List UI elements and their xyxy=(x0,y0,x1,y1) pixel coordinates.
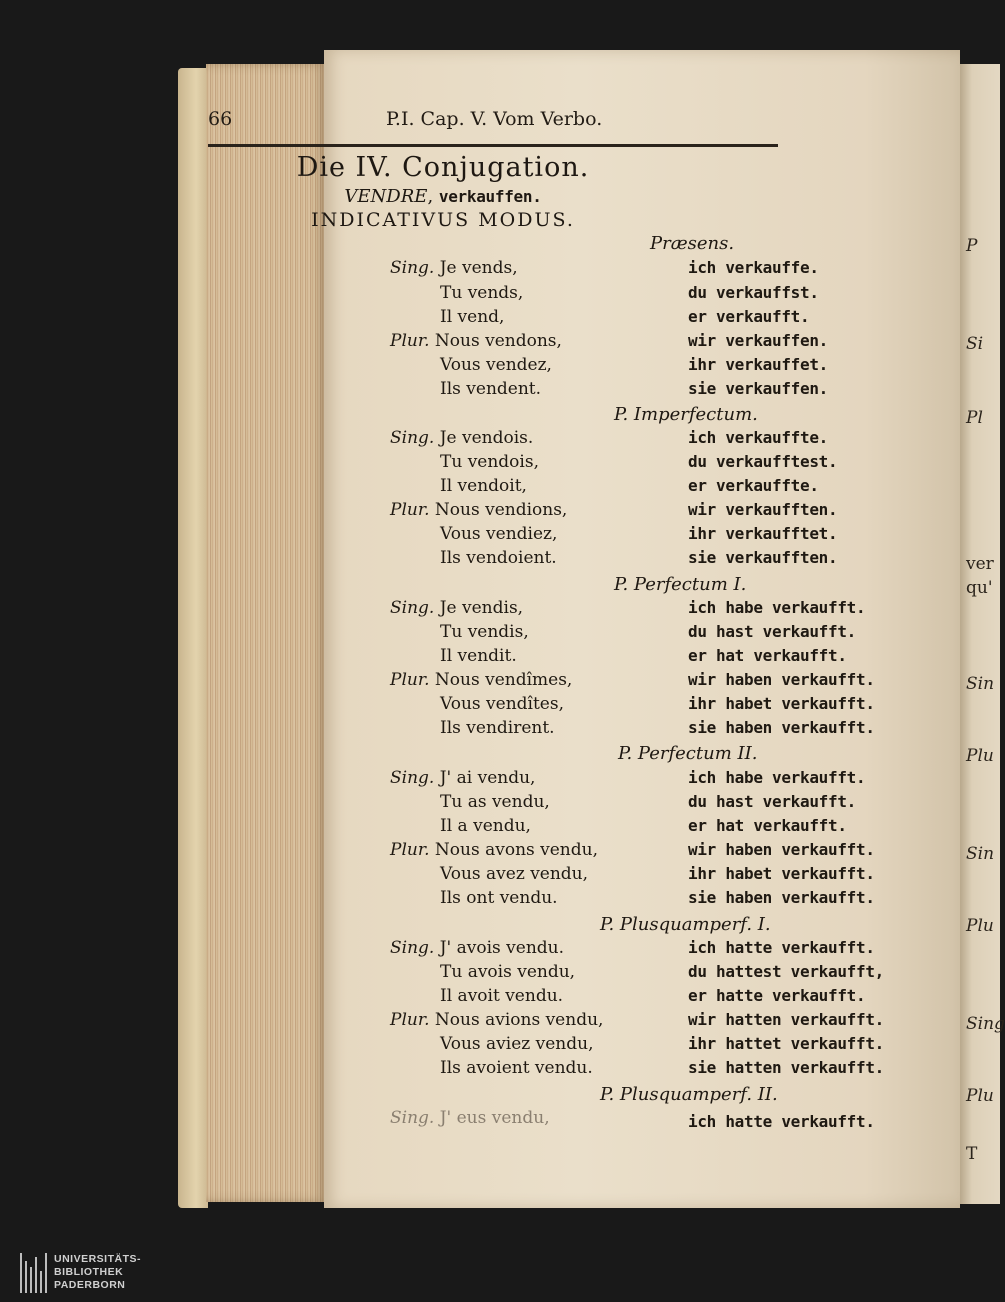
german-line: ihr verkauffet. xyxy=(688,355,828,374)
german-line: ihr hattet verkaufft. xyxy=(688,1034,884,1053)
conjugation-line: Il vendit. xyxy=(440,646,517,666)
conjugation-line: Ils vendirent. xyxy=(440,718,555,738)
german-line: ihr verkaufftet. xyxy=(688,524,838,543)
conjugation-line: Il vendoit, xyxy=(440,476,527,496)
facing-text: P xyxy=(966,236,978,256)
conjugation-line: Sing. J' avois vendu. xyxy=(390,938,565,958)
german-line: du hattest verkaufft, xyxy=(688,962,884,981)
german-line: du hast verkaufft. xyxy=(688,792,856,811)
conjugation-line: Il avoit vendu. xyxy=(440,986,564,1006)
facing-text: Pl xyxy=(966,408,983,428)
tense-heading: P. Perfectum I. xyxy=(614,574,747,595)
page-edges xyxy=(206,64,326,1202)
conjugation-line: Vous vendiez, xyxy=(440,524,558,544)
library-name-line: UNIVERSITÄTS- xyxy=(54,1253,142,1265)
german-line: sie hatten verkaufft. xyxy=(688,1058,884,1077)
number-label: Plur. xyxy=(390,670,430,690)
conjugation-line: Plur. Nous vendons, xyxy=(390,331,562,351)
library-name-line: PADERBORN xyxy=(54,1279,126,1291)
german-line: ihr habet verkaufft. xyxy=(688,694,875,713)
german-line: er hat verkaufft. xyxy=(688,646,847,665)
german-line: ich hatte verkaufft. xyxy=(688,938,875,957)
library-name-line: BIBLIOTHEK xyxy=(54,1266,124,1278)
conjugation-line: Ils vendent. xyxy=(440,379,542,399)
facing-page xyxy=(960,64,1005,1204)
facing-text: Plu xyxy=(966,916,994,936)
tense-heading: P. Imperfectum. xyxy=(614,404,758,425)
conjugation-line: Sing. Je vends, xyxy=(390,258,518,278)
conjugation-line: Ils avoient vendu. xyxy=(440,1058,593,1078)
german-line: wir verkaufften. xyxy=(688,500,838,519)
mood-heading: INDICATIVUS MODUS. xyxy=(311,209,575,231)
conjugation-line: Plur. Nous vendions, xyxy=(390,500,568,520)
conjugation-line: Sing. J' ai vendu, xyxy=(390,768,536,788)
header-rule xyxy=(208,144,778,147)
conjugation-title: Die IV. Conjugation. xyxy=(296,152,590,183)
conjugation-line: Sing. J' eus vendu, xyxy=(390,1108,550,1128)
german-line: sie haben verkaufft. xyxy=(688,718,875,737)
conjugation-line: Plur. Nous avions vendu, xyxy=(390,1010,604,1030)
number-label: Plur. xyxy=(390,840,430,860)
conjugation-line: Tu vends, xyxy=(440,283,524,303)
tense-heading: P. Perfectum II. xyxy=(618,743,758,764)
german-line: sie verkauffen. xyxy=(688,379,828,398)
conjugation-line: Sing. Je vendois. xyxy=(390,428,534,448)
number-label: Sing. xyxy=(390,768,435,788)
facing-text: qu' xyxy=(966,578,993,598)
facing-text: ver xyxy=(966,554,994,574)
verb-meaning: verkauffen. xyxy=(438,187,542,206)
german-line: ich verkauffte. xyxy=(688,428,828,447)
conjugation-line: Vous vendez, xyxy=(440,355,552,375)
number-label: Plur. xyxy=(390,1010,430,1030)
facing-text: Sing xyxy=(966,1014,1005,1034)
verb-infinitive: VENDRE xyxy=(344,186,428,207)
number-label: Sing. xyxy=(390,1108,435,1128)
conjugation-line: Plur. Nous avons vendu, xyxy=(390,840,598,860)
library-logo xyxy=(20,1253,160,1295)
facing-text: Plu xyxy=(966,746,994,766)
conjugation-line: Il vend, xyxy=(440,307,505,327)
number-label: Plur. xyxy=(390,500,430,520)
facing-text: Sin xyxy=(966,674,995,694)
german-line: er hat verkaufft. xyxy=(688,816,847,835)
conjugation-line: Sing. Je vendis, xyxy=(390,598,524,618)
german-line: du verkaufftest. xyxy=(688,452,838,471)
conjugation-line: Tu vendois, xyxy=(440,452,539,472)
conjugation-line: Vous avez vendu, xyxy=(440,864,589,884)
page-number: 66 xyxy=(208,108,233,130)
verb-heading: VENDRE, verkauffen. xyxy=(344,186,542,207)
conjugation-line: Tu vendis, xyxy=(440,622,529,642)
german-line: ich habe verkaufft. xyxy=(688,768,866,787)
facing-text: T xyxy=(966,1144,978,1164)
conjugation-line: Vous vendîtes, xyxy=(440,694,564,714)
german-line: er hatte verkaufft. xyxy=(688,986,866,1005)
conjugation-line: Vous aviez vendu, xyxy=(440,1034,594,1054)
conjugation-line: Plur. Nous vendîmes, xyxy=(390,670,573,690)
number-label: Sing. xyxy=(390,938,435,958)
german-line: ich hatte verkaufft. xyxy=(688,1112,875,1131)
german-line: sie haben verkaufft. xyxy=(688,888,875,907)
conjugation-line: Ils ont vendu. xyxy=(440,888,558,908)
number-label: Sing. xyxy=(390,598,435,618)
tense-heading: P. Plusquamperf. II. xyxy=(600,1084,778,1105)
german-line: wir haben verkaufft. xyxy=(688,840,875,859)
german-line: er verkaufft. xyxy=(688,307,810,326)
german-line: wir hatten verkaufft. xyxy=(688,1010,884,1029)
conjugation-line: Tu as vendu, xyxy=(440,792,550,812)
tense-heading: Præsens. xyxy=(650,233,735,254)
number-label: Sing. xyxy=(390,428,435,448)
tense-heading: P. Plusquamperf. I. xyxy=(600,914,771,935)
number-label: Plur. xyxy=(390,331,430,351)
conjugation-line: Tu avois vendu, xyxy=(440,962,576,982)
conjugation-line: Ils vendoient. xyxy=(440,548,557,568)
book-spine xyxy=(178,68,208,1208)
german-line: ich habe verkaufft. xyxy=(688,598,866,617)
german-line: ihr habet verkaufft. xyxy=(688,864,875,883)
german-line: sie verkaufften. xyxy=(688,548,838,567)
german-line: ich verkauffe. xyxy=(688,258,819,277)
facing-text: Si xyxy=(966,334,984,354)
running-title: P.I. Cap. V. Vom Verbo. xyxy=(386,108,603,130)
german-line: du hast verkaufft. xyxy=(688,622,856,641)
german-line: wir haben verkaufft. xyxy=(688,670,875,689)
german-line: du verkauffst. xyxy=(688,283,819,302)
facing-text: Sin xyxy=(966,844,995,864)
german-line: er verkauffte. xyxy=(688,476,819,495)
number-label: Sing. xyxy=(390,258,435,278)
german-line: wir verkauffen. xyxy=(688,331,828,350)
conjugation-line: Il a vendu, xyxy=(440,816,531,836)
facing-text: Plu xyxy=(966,1086,994,1106)
